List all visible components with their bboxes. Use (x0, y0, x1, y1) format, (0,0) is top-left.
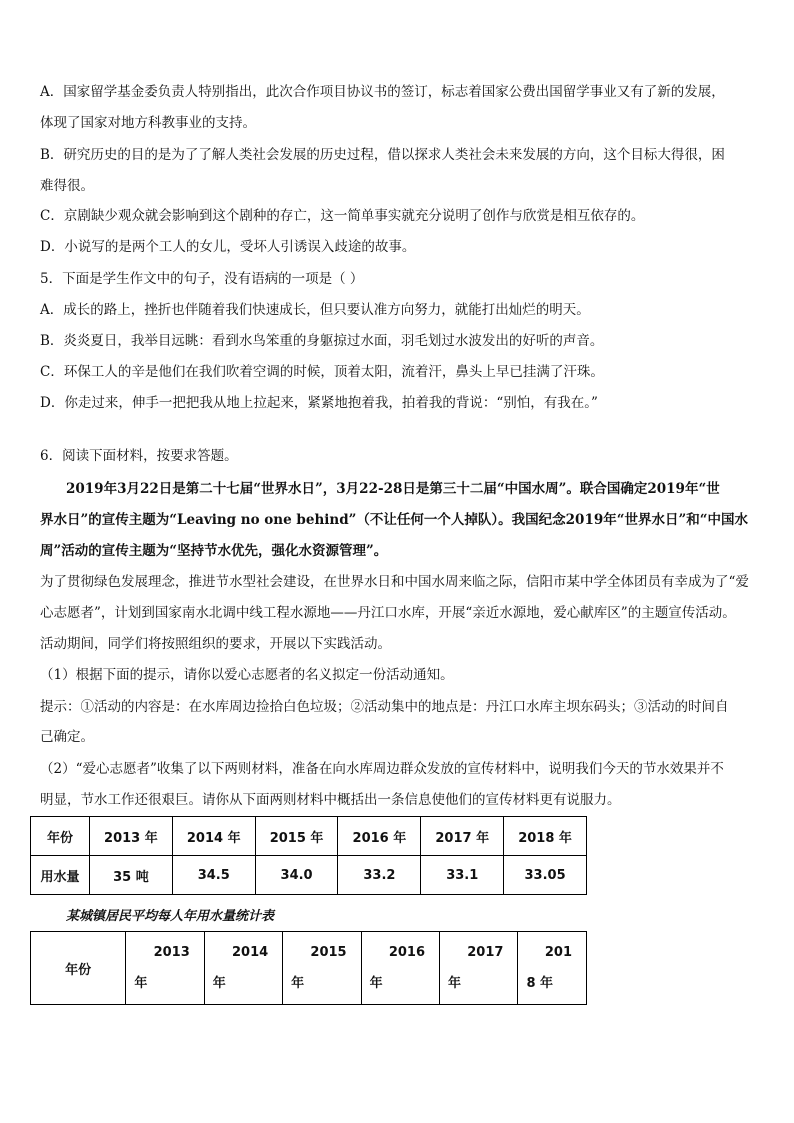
table-cell: 34.0 (255, 856, 338, 895)
option-b-line-2: 难得很。 (40, 178, 94, 194)
subquestion-2-line-1: （2）“爱心志愿者”收集了以下两则材料，准备在向水库周边群众发放的宣传材料中，说明我们今天的节水效果并不 (40, 761, 724, 777)
q5-option-a: A．成长的路上，挫折也伴随着我们快速成长，但只要认准方向努力，就能打出灿烂的明天。 (40, 302, 590, 318)
table-cell: 34.5 (172, 856, 255, 895)
table-cell (518, 932, 587, 1005)
question-6-title: 6．阅读下面材料，按要求答题。 (40, 448, 238, 464)
table-row (31, 817, 587, 856)
table-cell: 用水量 (31, 856, 90, 895)
year-bottom: 年 (369, 976, 383, 991)
table-cell: 2018 年 (504, 817, 587, 856)
subquestion-1: （1）根据下面的提示，请你以爱心志愿者的名义拟定一份活动通知。 (40, 667, 454, 683)
table-cell: 33.05 (504, 856, 587, 895)
option-b-line-1: B．研究历史的目的是为了了解人类社会发展的历史过程，借以探求人类社会未来发展的方向，这个目标大得很，困 (40, 147, 725, 163)
q5-option-d: D．你走过来，伸手一把把我从地上拉起来，紧紧地抱着我，拍着我的背说：“别怕，有我在。” (40, 395, 598, 411)
table-cell: 2015 年 (255, 817, 338, 856)
year-bottom: 年 (212, 976, 226, 991)
subquestion-2-line-2: 明显，节水工作还很艰巨。请你从下面两则材料中概括出一条信息使他们的宣传材料更有说服力。 (40, 792, 621, 808)
table-cell: 35 吨 (90, 856, 173, 895)
option-c-line: C．京剧缺少观众就会影响到这个剧种的存亡，这一简单事实就充分说明了创作与欣赏是相互依存的。 (40, 208, 645, 224)
table-row (31, 856, 587, 895)
year-bottom: 年 (134, 976, 148, 991)
table-cell: 2016 年 (338, 817, 421, 856)
hint-line-2: 己确定。 (40, 729, 94, 745)
table-cell: 2013 年 (90, 817, 173, 856)
table-caption: 某城镇居民平均每人年用水量统计表 (66, 909, 275, 924)
table-cell: 33.1 (421, 856, 504, 895)
table-cell: 33.2 (338, 856, 421, 895)
table-cell: 2017 年 (421, 817, 504, 856)
option-d-line: D．小说写的是两个工人的女儿，受坏人引诱误入歧途的故事。 (40, 239, 416, 255)
table-cell (361, 932, 439, 1005)
question-5-title: 5．下面是学生作文中的句子，没有语病的一项是（ ） (40, 271, 364, 287)
hint-line-1: 提示：①活动的内容是：在水库周边捡拾白色垃圾；②活动集中的地点是：丹江口水库主坝东码头；③活动的时间自 (40, 699, 729, 715)
table-cell: 年份 (31, 817, 90, 856)
material-para-1-line-2: 界水日”的宣传主题为“Leaving no one behind”（不让任何一个人掉队）。我国纪念2019年“世界水日”和“中国水 (40, 512, 749, 528)
year-table (30, 931, 587, 1005)
year-bottom: 年 (291, 976, 305, 991)
year-top: 2014 (231, 945, 269, 960)
option-a-line-1: A．国家留学基金委负责人特别指出，此次合作项目协议书的签订，标志着国家公费出国留学事业又有了新的发展， (40, 84, 725, 100)
year-top: 201 (544, 945, 572, 960)
year-top: 2017 (467, 945, 504, 960)
material-para-2-line-3: 活动期间，同学们将按照组织的要求，开展以下实践活动。 (40, 636, 391, 652)
q5-option-b: B．炎炎夏日，我举目远眺：看到水鸟笨重的身躯掠过水面，羽毛划过水波发出的好听的声音。 (40, 333, 604, 349)
year-top: 2016 (388, 945, 426, 960)
year-top: 2015 (310, 945, 347, 960)
water-usage-table (30, 816, 587, 895)
option-a-line-2: 体现了国家对地方科教事业的支持。 (40, 115, 256, 131)
table-cell (283, 932, 361, 1005)
table-cell (204, 932, 282, 1005)
year-bottom: 年 (448, 976, 462, 991)
table-cell: 2014 年 (172, 817, 255, 856)
table-row (31, 932, 587, 1005)
year-top: 2013 (153, 945, 190, 960)
material-para-1-line-3: 周”活动的宣传主题为“坚持节水优先，强化水资源管理”。 (40, 543, 388, 559)
material-para-2-line-1: 为了贯彻绿色发展理念，推进节水型社会建设，在世界水日和中国水周来临之际，信阳市某中学全体团员有幸成为了“爱 (40, 574, 749, 590)
q5-option-c: C．环保工人的辛是他们在我们吹着空调的时候，顶着太阳，流着汗，鼻头上早已挂满了汗珠。 (40, 364, 604, 380)
year-bottom: 8 年 (526, 976, 554, 991)
table-cell (126, 932, 204, 1005)
material-para-2-line-2: 心志愿者”，计划到国家南水北调中线工程水源地——丹江口水库，开展“亲近水源地，爱心献库区”的主题宣传活动。 (40, 605, 736, 621)
table-cell: 年份 (31, 932, 126, 1005)
table-cell (440, 932, 518, 1005)
material-para-1-line-1: 2019年3月22日是第二十七届“世界水日”，3月22-28日是第三十二届“中国水周”。联合国确定2019年“世 (66, 481, 720, 497)
